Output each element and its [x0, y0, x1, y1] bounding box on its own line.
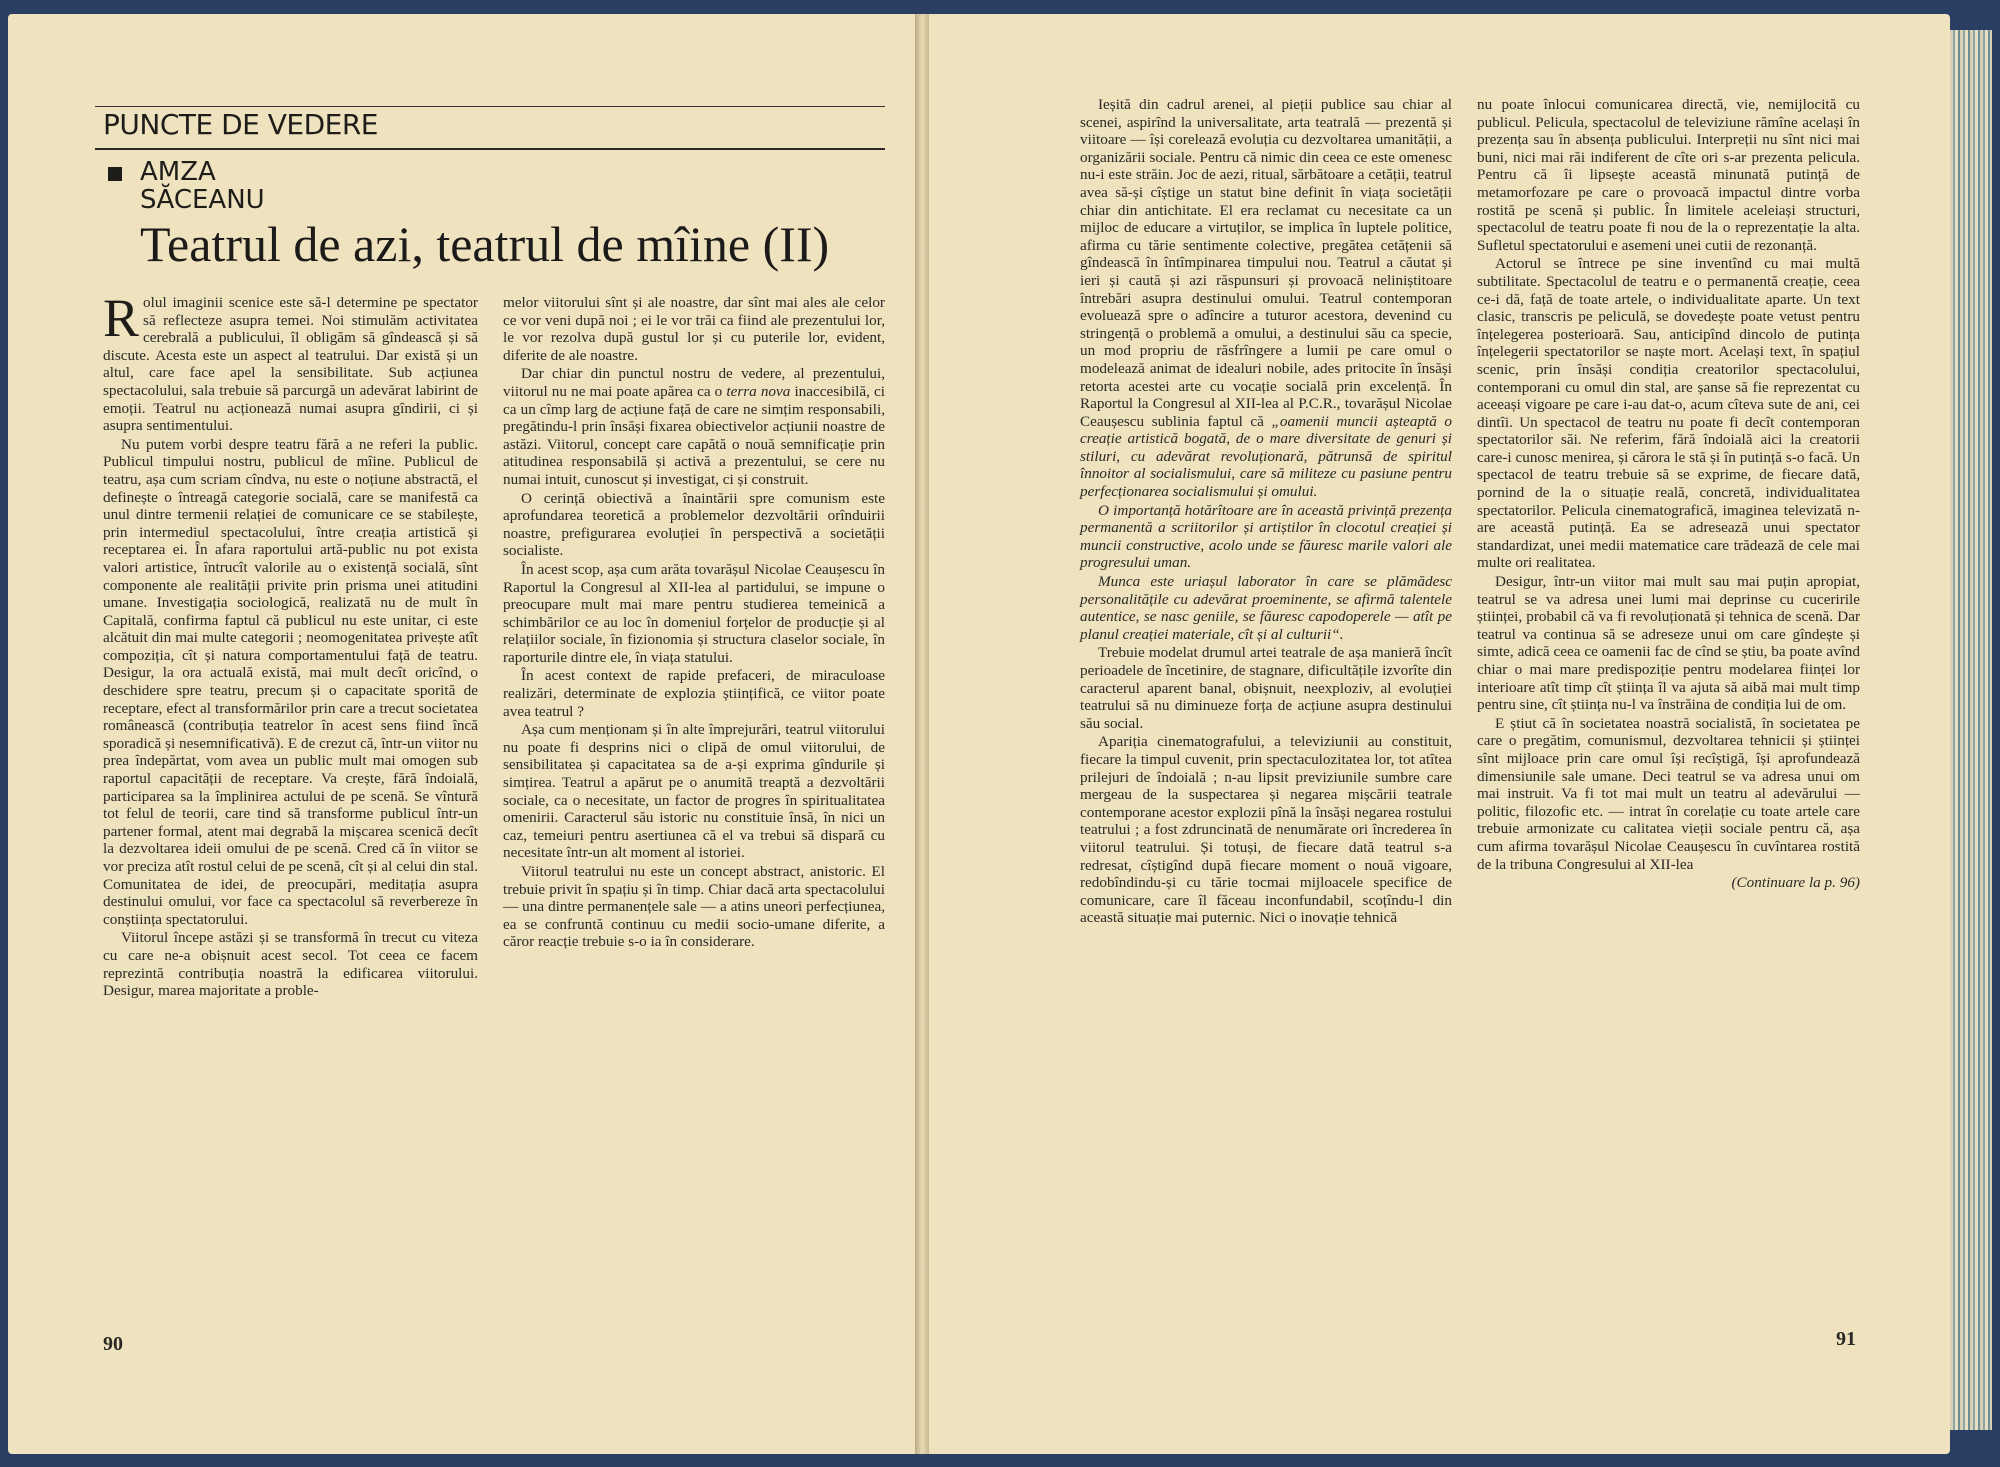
italic-term: terra nova — [726, 382, 791, 400]
article-title: Teatrul de azi, teatrul de mîine (II) — [140, 216, 830, 272]
paragraph: În acest context de rapide prefaceri, de miraculoase realizări, determinate de explozia științifică, ce viitor poate avea teatrul ? — [503, 667, 885, 720]
paragraph-text: Dar chiar din punctul nostru de vedere, al prezentului, viitorul nu ne mai poate apărea ca o — [503, 365, 885, 400]
italic-quote: Munca este uriașul laborator în care se plămădesc personalitățile cu adevărat proeminente, se afirmă talentele autentice, se nasc geniile, se făuresc capodoperele — atît pe planul creației materiale, cît și al culturii“. — [1080, 573, 1452, 643]
column-4 — [1477, 96, 1860, 893]
section-top-rule — [95, 106, 885, 107]
page-edge-stack — [1950, 30, 1992, 1430]
paragraph: E știut că în societatea noastră socialistă, în societatea pe care o pregătim, comunismul, dezvoltarea tehnicii și științei sînt mijloace prin care omul își recîștigă, își aprofundează dimensiunile sale umane. Deci teatrul se va adresa unui om mai instruit. Va fi tot mai mult un teatru al adevărului — politic, filozofic etc. — intrat în corelație cu toate artele care trebuie armonizate cu calitatea vieții sociale pentru că, așa cum afirma tovarășul Nicolae Ceaușescu în cuvîntarea rostită de la tribuna Congresului al XII-lea — [1477, 714, 1860, 873]
paragraph: Așa cum menționam și în alte împrejurări, teatrul viitorului nu poate fi desprins nici o clipă de omul viitorului, de sensibilitatea și capacitatea sa de a-și exprima gîndurile și simțirea. Teatrul a apărut pe o anumită treaptă a dezvoltării sociale, ca o necesitate, un factor de progres în spiritualitatea omenirii. Caracterul său istoric nu constituie însă, în nici un caz, temeiuri pentru asertiunea că el va trebui să dispară cu necesitate într-un alt moment al istoriei. — [503, 721, 885, 862]
page-number-right: 91 — [1836, 1328, 1856, 1350]
paragraph-text: olul imaginii scenice este să-l determine pe spectator să reflecteze asupra temei. Noi stimulăm activitatea cerebrală a publicului, îl obligăm să gîndească și să discute. Acesta este un aspect al teatrului. Dar există și un altul, care face apel la sensibilitate. Sub acțiunea spectacolului, sala trebuie să parcurgă un adevărat labirint de emoții. Teatrul nu acționează numai asupra gîndirii, ci și asupra sentimentului. — [103, 294, 478, 435]
italic-quote: O importanță hotărîtoare are în această privință prezența permanentă a scriitorilor și artiștilor în clocotul creației și muncii constructive, acolo unde se făuresc marile valori ale progresului uman. — [1080, 501, 1452, 572]
paragraph-text: Ieșită din cadrul arenei, al pieții publice sau chiar al scenei, aspirînd la universalitate, arta teatrală — prezentă și viitoare — își corelează evoluția cu dezvoltarea umanității, a organizării sociale. Pentru că nimic din ceea ce este omenesc nu-i este străin. Joc de aezi, ritual, sărbătoare a cetății, teatrul avea să-și cîștige un statut bine definit în viața societății chiar din antichitate. El era reclamat cu necesitate ca un mijloc de educare a virtuților, se implica în luptele politice, afirma cu tărie sentimente colective, pregătea cetățenii să gîndească în întîmpinarea timpului nou. Teatrul a căutat și ieri și caută și azi răspunsuri și provoacă neliniștitoare întrebări asupra destinului omului. Teatrul contemporan evoluează spre o adîncire a tuturor acestora, devenind cu stringență o problemă a omului, a destinului său ca specie, un mod propriu de răsfrîngere a lumii pe care omul o modelează animat de idealuri nobile, ades pritocite în însăși retorta acestei arte cu vocație socială prin excelență. În Raportul la Congresul al XII-lea al P.C.R., tovarășul Nicolae Ceaușescu sublinia faptul că — [1080, 96, 1452, 430]
continuation-note: (Continuare la p. 96) — [1731, 874, 1860, 892]
paragraph: O cerință obiectivă a înaintării spre comunism este aprofundarea teoretică a problemelor dezvoltării orînduirii noastre, prefigurarea evoluției în perspectivă a societății socialiste. — [503, 489, 885, 560]
author-line-1: AMZA — [140, 157, 216, 187]
column-1 — [103, 288, 478, 1001]
column-2 — [503, 294, 885, 952]
paragraph: Desigur, într-un viitor mai mult sau mai puțin apropiat, teatrul se va adresa unei lumi mai deprinse cu cuceririle științei, probabil că va fi revoluționată și tehnica de scenă. Dar teatrul va continua să se adreseze unui om care gîndește și simte, adică ceea ce oamenii fac de cînd se știu, ba poate avînd chiar o mai mare predispoziție pentru modelarea ființei lor interioare atît timp cît știința îl va ajuta să aibă mai mult timp pentru sine, cît știința nu-l va înstrăina de condiția lui de om. — [1477, 573, 1860, 714]
column-3 — [1080, 96, 1452, 928]
page-number-left: 90 — [103, 1333, 123, 1355]
section-title: PUNCTE DE VEDERE — [103, 108, 378, 141]
drop-cap: R — [103, 288, 140, 348]
paragraph: Viitorul începe astăzi și se transformă în trecut cu viteza cu care ne-a obișnuit acest secol. Tot ceea ce facem reprezintă contribuția noastră la edificarea viitorului. Desigur, marea majoritate a proble- — [103, 929, 478, 1000]
author-bullet-square — [108, 167, 122, 181]
paragraph: Trebuie modelat drumul artei teatrale de așa manieră încît perioadele de încetinire, de stagnare, dificultățile izvorîte din caracterul aparent banal, obișnuit, neexploziv, al evoluției teatrului să nu diminueze forța de acțiune asupra destinului său social. — [1080, 644, 1452, 732]
paragraph: Apariția cinematografului, a televiziunii au constituit, fiecare la timpul cuvenit, prin spectaculozitatea lor, tot atîtea prilejuri de îndoială ; n-au lipsit previziunile sumbre care mergeau de la suspectarea și negarea mișcării teatrale contemporane acestor explozii pînă la însăși negarea rostului teatrului ; a fost zdruncinată de nenumărate ori încrederea în viitorul teatrului. Și totuși, de fiecare dată teatrul s-a redresat, cîștigînd după fiecare moment o nouă vigoare, redobîndindu-și cu tărie tocmai mijloacele specifice de comunicare, care îl făceau inconfundabil, scoțîndu-l din această situație mai puternic. Nici o inovație tehnică — [1080, 733, 1452, 927]
paragraph: melor viitorului sînt și ale noastre, dar sînt mai ales ale celor ce vor veni după noi ; ei le vor trăi ca fiind ale prezentului lor, le vor rezolva după gustul lor și cu puterile lor, evident, diferite de ale noastre. — [503, 294, 885, 364]
paragraph: Viitorul teatrului nu este un concept abstract, anistoric. El trebuie privit în spațiu și în timp. Chiar dacă arta spectacolului — una dintre permanențele sale — a atins uneori perfecțiunea, ea se confruntă continuu cu medii socio-umane diferite, a căror reacție trebuie s-o ia în considerare. — [503, 863, 885, 951]
paragraph: nu poate înlocui comunicarea directă, vie, nemijlocită cu publicul. Pelicula, spectacolul de televiziune rămîne același în prezența sau în absența publicului. Interpreții nu sînt nici mai buni, nici mai răi indiferent de cîte ori s-ar prezenta pelicula. Pentru că îi lipsește această minunată putință de metamorfozare pe care o provoacă impactul dintre vorba rostită pe scenă și public. În limitele aceleiași structuri, spectacolul de teatru poate fi nou de la o reprezentație la alta. Sufletul spectatorului e asemeni unei cutii de rezonanță. — [1477, 96, 1860, 254]
author-line-2: SĂCEANU — [140, 185, 265, 215]
paragraph: Nu putem vorbi despre teatru fără a ne referi la public. Publicul timpului nostru, publicul de mîine. Publicul de teatru, așa cum scriam cîndva, nu este o noțiune abstractă, el definește o întreagă categorie socială, care se manifestă ca unul dintre termenii relației de comunicare ce se stabilește, prin intermediul spectacolului, între creația artistică și receptarea ei. În afara raportului artă-public nu pot exista valori artistice, întrucît valorile au o existență socială, sînt componente ale realității privite prin prisma unei atitudini umane. Investigația sociologică, realizată nu de mult în Capitală, confirma faptul că publicul nu este unitar, ci este alcătuit din mai multe categorii ; neomogenitatea privește atît compoziția, cît și natura comportamentului față de teatru. Desigur, la ora actuală există, mai mult decît oricînd, o deschidere spre teatru, precum și o capacitate sporită de receptare, efect al transformărilor prin care a trecut societatea românească (contribuția teatrelor în acest sens fiind încă sporadică și nesemnificativă). E de crezut că, într-un viitor nu prea îndepărtat, vom avea un public mult mai omogen sub raportul capacității de receptare. Va crește, fără îndoială, participarea sa la împlinirea actului de pe scenă. Se vîntură tot felul de teorii, care tind să transforme publicul într-un partener formal, atent mai degrabă la mișcarea scenică decît la dezvoltarea ideii omului de pe scenă. Cred că în viitor se vor preciza atît rostul celui de pe scenă, cît și al celui din stal. Comunitatea de idei, de preocupări, meditația asupra destinului omului, vor face ca spectacolul să reverbereze în conștiința spectatorului. — [103, 435, 478, 928]
paragraph: În acest scop, așa cum arăta tovarășul Nicolae Ceaușescu în Raportul la Congresul al XII-lea al partidului, se impune o preocupare mult mai mare pentru studierea temeinică a schimbărilor ce au loc în domeniul forțelor de producție și al relațiilor sociale, în fizionomia și structura claselor sociale, în raporturile dintre ele, în viața statului. — [503, 560, 885, 666]
author-name — [140, 158, 265, 214]
book-gutter — [915, 14, 929, 1454]
paragraph — [103, 288, 478, 435]
paragraph: Actorul se întrece pe sine inventînd cu mai multă subtilitate. Spectacolul de teatru e o permanentă creație, ceea ce-i dă, față de toate artele, o individualitate aparte. Un text clasic, transcris pe peliculă, se dovedește poate vetust pentru înțelegerea posterioară. Sau, anticipînd dincolo de putința înțelegerii spectatorilor se naște mort. Același text, în spațiul scenic, prin însăși condiția creatorilor spectacolului, contemporani cu omul din stal, are șanse să fie reprezentat cu aceeași vigoare pe care i-au dat-o, acum cîteva sute de ani, cei dintîi. Un spectacol de teatru nu poate fi decît contemporan spectatorilor săi. Ne referim, fără îndoială aici la creatorii care-i cunosc menirea, și cărora le stă și în putință s-o facă. Un spectacol de teatru trebuie să se exprime, de fiecare dată, pornind de la o situație reală, concretă, individualitatea spectatorilor. Pelicula cinematografică, imaginea televizată n-are această putință. Ea se adresează unui spectator standardizat, unei medii matematice care trădează de cele mai multe ori realitatea. — [1477, 255, 1860, 572]
section-bottom-rule — [95, 148, 885, 150]
paragraph — [503, 365, 885, 488]
italic-quote: „oamenii muncii așteaptă o creație artistică bogată, de o mare diversitate de genuri și stiluri, cu adevărat revoluționară, pătrunsă de spiritul înnoitor al socialismului, care să militeze cu pasiune pentru perfecționarea socialismului și omului. — [1080, 412, 1452, 501]
paragraph-text: inaccesibilă, ci ca un cîmp larg de acțiune față de care ne simțim responsabili, pregătindu-l prin însăși fixarea obiectivelor acțiunii noastre de astăzi. Viitorul, concept care capătă o nouă semnificație prin atitudinea responsabilă și activă a prezentului, se cere nu numai intuit, cunoscut și investigat, ci și construit. — [503, 382, 885, 488]
paragraph — [1080, 96, 1452, 501]
